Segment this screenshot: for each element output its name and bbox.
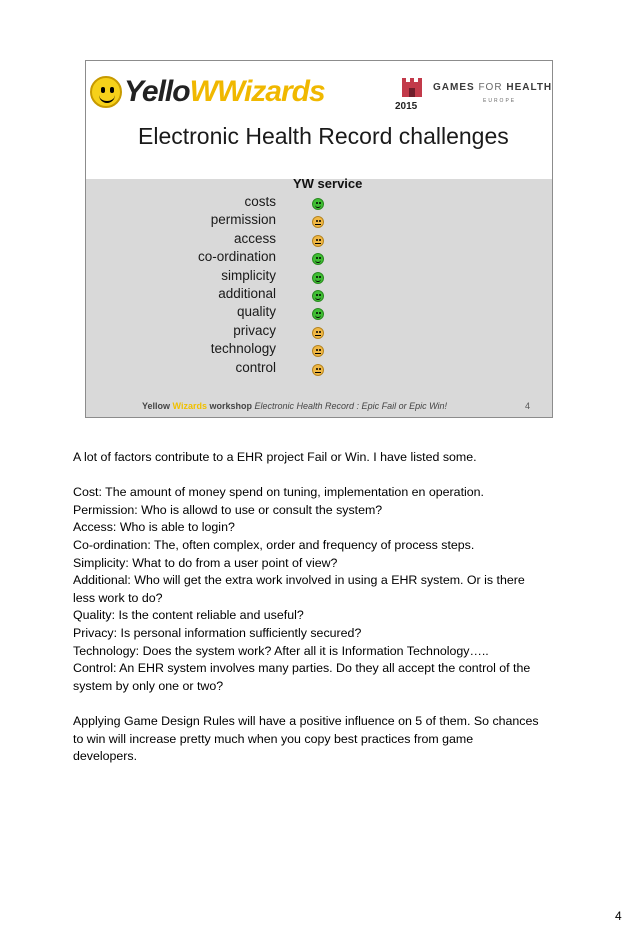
factor-label: additional: [218, 286, 276, 301]
happy-smiley-icon: [312, 272, 324, 284]
factor-label: simplicity: [221, 267, 276, 283]
factor-label: permission: [210, 212, 276, 228]
notes-closing-line: developers.: [73, 749, 138, 764]
notes-line: Access: Who is able to login?: [73, 520, 235, 535]
slide-title: Electronic Health Record challenges: [138, 123, 509, 149]
notes-line: Quality: Is the content reliable and useful?: [73, 608, 304, 623]
happy-smiley-icon: [312, 198, 324, 210]
factor-label: privacy: [233, 322, 276, 338]
logo-wordmark: YelloWWizards: [124, 75, 325, 108]
neutral-smiley-icon: [312, 364, 324, 376]
notes-line: Cost: The amount of money spend on tuning, implementation en operation.: [73, 485, 484, 500]
slide-image: [85, 60, 553, 418]
factor-label: costs: [244, 194, 276, 209]
smiley-logo-icon: [90, 76, 122, 108]
notes-line: less work to do?: [73, 590, 163, 605]
notes-line: Permission: Who is allowd to use or consult the system?: [73, 502, 383, 517]
slide-number: 4: [525, 401, 531, 411]
notes-line: Control: An EHR system involves many parties. Do they all accept the control of the: [73, 661, 531, 676]
happy-smiley-icon: [312, 290, 324, 302]
sponsor-region: EUROPE: [483, 98, 517, 104]
notes-line: system by only one or two?: [73, 678, 224, 693]
neutral-smiley-icon: [312, 235, 324, 247]
notes-closing: [73, 713, 573, 766]
notes-line: Co-ordination: The, often complex, order and frequency of process steps.: [73, 537, 475, 552]
notes-line: Simplicity: What to do from a user point of view?: [73, 555, 338, 570]
notes-closing-line: to win will increase pretty much when you copy best practices from game: [73, 731, 474, 746]
column-header: YW service: [293, 176, 363, 191]
notes-line: Technology: Does the system work? After all it is Information Technology…..: [73, 643, 489, 658]
notes-factor-list: [73, 484, 573, 695]
notes-line: Additional: Who will get the extra work involved in using a EHR system. Or is there: [73, 573, 525, 588]
yellowwizards-logo: [90, 74, 325, 112]
slide-header: [86, 61, 552, 179]
castle-badge-icon: [400, 76, 424, 98]
notes-closing-line: Applying Game Design Rules will have a positive influence on 5 of them. So chances: [73, 713, 539, 728]
factor-label: quality: [236, 304, 276, 320]
slide-footer: Yellow Wizards workshop Electronic Health Record : Epic Fail or Epic Win!: [142, 401, 448, 411]
factor-label: co-ordination: [197, 249, 276, 265]
games-for-health-logo: [395, 76, 553, 116]
sponsor-year: 2015: [395, 101, 418, 112]
notes-intro: A lot of factors contribute to a EHR project Fail or Win. I have listed some.: [73, 450, 477, 464]
neutral-smiley-icon: [312, 327, 324, 339]
speaker-notes: [73, 449, 573, 766]
factor-label: access: [233, 230, 276, 246]
notes-line: Privacy: Is personal information sufficiently secured?: [73, 625, 362, 640]
page-number: 4: [615, 909, 622, 923]
sponsor-title: GAMES FOR HEALTH: [433, 82, 553, 93]
factor-label: control: [235, 359, 276, 375]
factor-label: technology: [210, 341, 276, 357]
